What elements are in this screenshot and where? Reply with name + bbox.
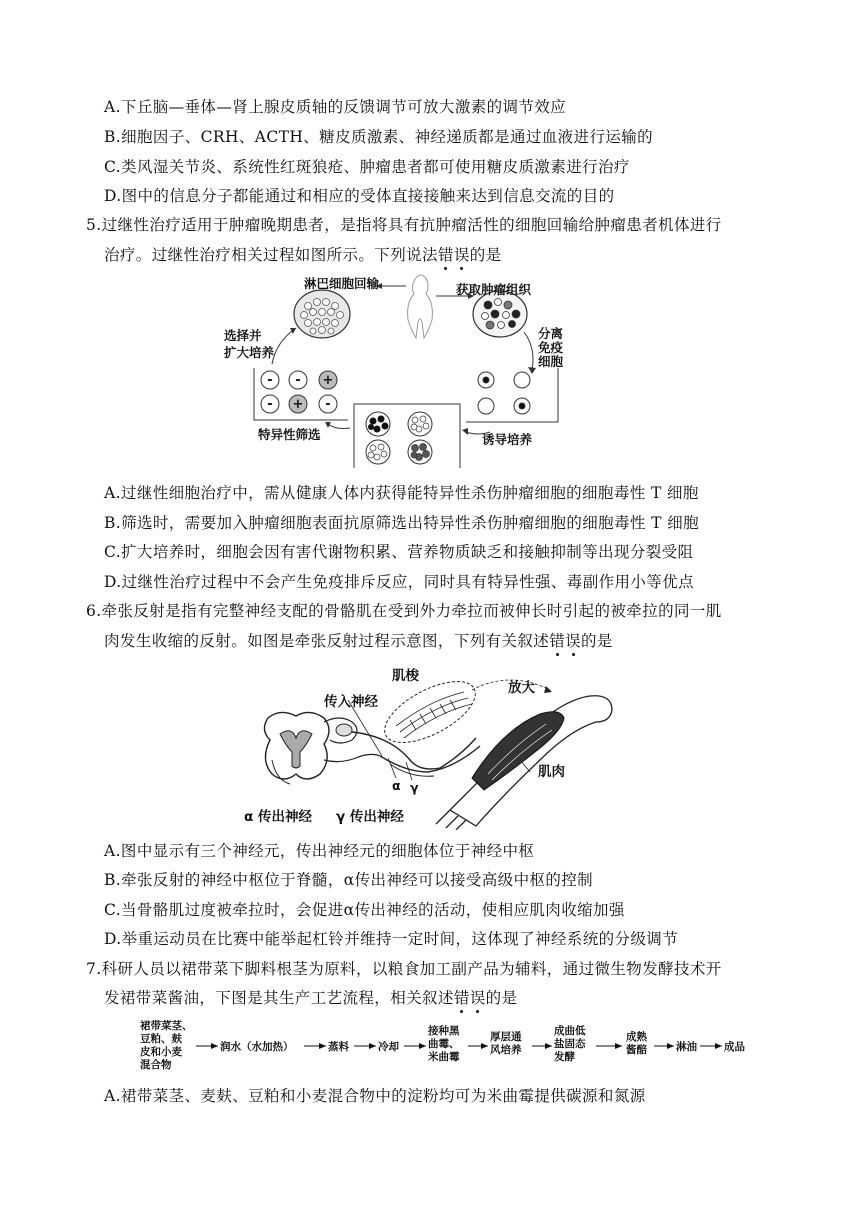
q4-option-c: C.类风湿关节炎、系统性红斑狼疮、肿瘤患者都可使用糖皮质激素进行治疗 [104,158,630,176]
label-alpha: α [392,778,401,793]
sign-plus: + [292,397,304,412]
q7-option-a: A.裙带菜茎、麦麸、豆粕和小麦混合物中的淀粉均可为米曲霉提供碳源和氮源 [104,1087,646,1105]
flow-culture-1: 厚层通 [490,1031,522,1043]
label-magnify: 放大 [508,680,535,696]
q7-stem-line1: 7.科研人员以裙带菜下脚料根茎为原料，以粮食加工副产品为辅料，通过微生物发酵技术开 [86,960,722,978]
q6-stem-line1: 6.牵张反射是指有完整神经支配的骨骼肌在受到外力牵拉而被伸长时引起的被牵拉的同一肌 [86,602,722,620]
label-afferent-nerve: 传入神经 [324,694,378,710]
emphasis-mark: 错 [453,989,470,1007]
q4-option-a: A.下丘脑—垂体—肾上腺皮质轴的反馈调节可放大激素的调节效应 [104,98,567,116]
label-induced-culture: 诱导培养 [482,432,533,447]
flow-cool: 冷却 [378,1041,399,1053]
sign-minus: - [325,397,331,412]
emphasis-mark: 误 [453,246,470,264]
q6-stem-line2: 肉发生收缩的反射。如图是牵张反射过程示意图，下列有关叙述错误的是 [104,632,613,650]
label-separate-1: 分离 [538,326,564,341]
label-muscle-spindle: 肌梭 [392,668,419,684]
sign-minus: - [295,373,301,388]
flow-raw-3: 皮和小麦 [140,1046,182,1058]
flow-raw-1: 裙带菜茎、 [140,1020,193,1032]
flow-raw-2: 豆粕、麸 [140,1033,182,1045]
label-select-2: 扩大培养 [224,345,275,360]
label-muscle: 肌肉 [538,764,565,780]
q4-option-b: B.细胞因子、CRH、ACTH、糖皮质激素、神经递质都是通过血液进行运输的 [104,128,654,146]
sign-minus: - [267,373,273,388]
label-lymph-reinfusion: 淋巴细胞回输 [304,276,380,291]
flow-product: 成品 [724,1041,745,1053]
label-obtain-tumor: 获取肿瘤组织 [456,282,532,297]
emphasis-mark: 错 [437,246,454,264]
label-separate-2: 免疫 [538,340,564,355]
q6-figure [240,660,620,830]
q5-figure [220,272,590,468]
emphasis-mark: 误 [469,989,486,1007]
flow-inoculate-2: 曲霉、 [428,1038,460,1050]
flow-inoculate-3: 米曲霉 [428,1051,460,1063]
flow-ferment-1: 成曲低 [554,1025,586,1037]
sign-minus: - [267,397,273,412]
q6-option-d: D.举重运动员在比赛中能举起杠铃并维持一定时间，这体现了神经系统的分级调节 [104,930,679,948]
label-select-1: 选择并 [224,328,262,343]
flow-steam: 蒸料 [328,1041,349,1053]
q5-stem-line2: 治疗。过继性治疗相关过程如图所示。下列说法错误的是 [104,246,502,264]
q4-option-d: D.图中的信息分子都能通过和相应的受体直接接触来达到信息交流的目的 [104,187,615,205]
flow-drain: 淋油 [676,1041,697,1053]
flow-raw-4: 混合物 [140,1059,172,1071]
q5-option-c: C.扩大培养时，细胞会因有害代谢物积累、营养物质缺乏和接触抑制等出现分裂受阻 [104,543,694,561]
q6-option-a: A.图中显示有三个神经元，传出神经元的细胞体位于神经中枢 [104,842,535,860]
q5-option-b: B.筛选时，需要加入肿瘤细胞表面抗原筛选出特异性杀伤肿瘤细胞的细胞毒性 T 细胞 [104,514,700,532]
label-specific-screen: 特异性筛选 [258,427,321,442]
sign-plus: + [322,373,334,388]
flow-culture-2: 风培养 [490,1044,522,1056]
q5-stem-line1: 5.过继性治疗适用于肿瘤晚期患者，是指将具有抗肿瘤活性的细胞回输给肿瘤患者机体进行 [86,216,722,234]
flow-ferment-3: 发酵 [554,1051,575,1063]
flow-mature-2: 酱醅 [626,1044,647,1056]
label-alpha-efferent: α 传出神经 [244,809,312,825]
label-gamma-efferent: γ 传出神经 [336,809,404,825]
q5-option-a: A.过继性细胞治疗中，需从健康人体内获得能特异性杀伤肿瘤细胞的细胞毒性 T 细胞 [104,484,699,502]
q5-option-d: D.过继性治疗过程中不会产生免疫排斥反应，同时具有特异性强、毒副作用小等优点 [104,573,695,591]
flow-soak: 润水（水加热） [220,1041,294,1053]
q7-stem-line2: 发裙带菜酱油，下图是其生产工艺流程，相关叙述错误的是 [104,989,518,1007]
q6-option-b: B.牵张反射的神经中枢位于脊髓，α传出神经可以接受高级中枢的控制 [104,871,594,889]
q7-process-flow [138,1018,758,1082]
emphasis-mark: 错 [549,632,566,650]
label-separate-3: 细胞 [538,354,564,369]
flow-mature-1: 成熟 [626,1031,647,1043]
q6-option-c: C.当骨骼肌过度被牵拉时，会促进α传出神经的活动，使相应肌肉收缩加强 [104,901,625,919]
label-gamma: γ [410,780,419,795]
emphasis-mark: 误 [565,632,582,650]
flow-ferment-2: 盐固态 [554,1038,586,1050]
flow-inoculate-1: 接种黑 [428,1025,460,1037]
